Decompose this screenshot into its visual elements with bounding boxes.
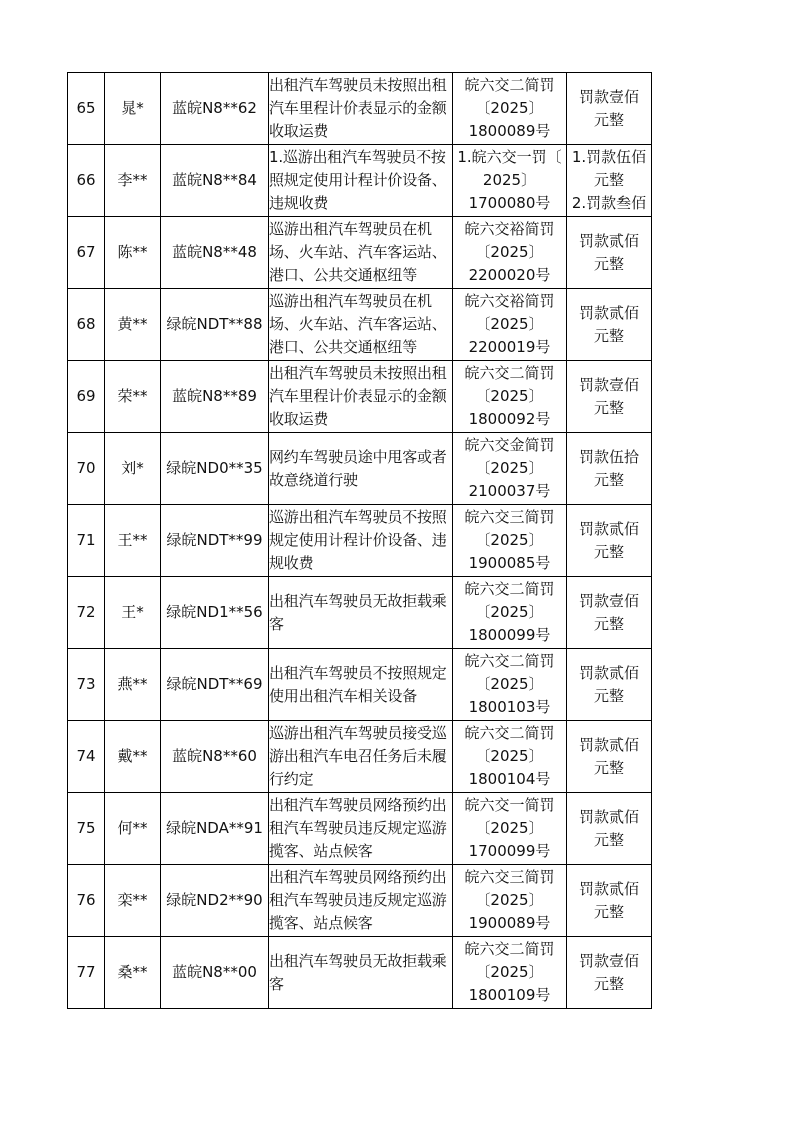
row-number: 65 — [76, 99, 96, 117]
row-number: 69 — [76, 387, 96, 405]
violation-fact: 出租汽车驾驶员不按照规定使用出租汽车相关设备 — [269, 663, 447, 705]
decision-number-line: 〔2025〕 — [475, 531, 544, 549]
decision-number-line: 1800104号 — [468, 770, 551, 788]
penalty-line: 罚款壹佰 — [578, 591, 639, 610]
row-number: 73 — [76, 675, 96, 693]
decision-number-line: 1700099号 — [468, 842, 551, 860]
decision-number-line: 〔2025〕 — [475, 747, 544, 765]
row-number-cell — [68, 937, 105, 1009]
party-name-cell — [105, 217, 161, 289]
plate-number: 绿皖NDA**91 — [166, 819, 263, 837]
row-number-cell — [68, 433, 105, 505]
party-name-cell — [105, 865, 161, 937]
decision-number-line: 〔2025〕 — [475, 243, 544, 261]
party-name: 燕** — [117, 675, 148, 693]
table-row — [68, 505, 652, 577]
row-number: 74 — [76, 747, 96, 765]
penalty-line: 元整 — [593, 614, 624, 633]
party-name: 桑** — [117, 963, 148, 981]
decision-number-line: 2200019号 — [468, 338, 551, 356]
decision-number-line: 1800092号 — [468, 410, 551, 428]
penalty-line: 元整 — [593, 171, 624, 189]
plate-number-cell — [161, 217, 269, 289]
violation-fact-cell — [269, 793, 453, 865]
plate-number-cell — [161, 937, 269, 1009]
row-number-cell — [68, 865, 105, 937]
decision-number-line: 〔2025〕 — [475, 315, 544, 333]
party-name: 刘* — [121, 459, 144, 477]
decision-number-cell — [453, 793, 567, 865]
party-name-cell — [105, 937, 161, 1009]
violation-fact: 巡游出租汽车驾驶员接受巡游出租汽车电召任务后未履行约定 — [269, 724, 447, 788]
decision-number-cell — [453, 649, 567, 721]
decision-number-cell — [453, 217, 567, 289]
decision-number-cell — [453, 505, 567, 577]
party-name: 栾** — [117, 891, 148, 909]
party-name-cell — [105, 577, 161, 649]
party-name-cell — [105, 73, 161, 145]
penalty-line: 罚款贰佰 — [578, 879, 639, 898]
violation-fact: 出租汽车驾驶员未按照出租汽车里程计价表显示的金额收取运费 — [269, 364, 447, 428]
penalty-cell — [567, 361, 652, 433]
party-name-cell — [105, 289, 161, 361]
violation-fact: 巡游出租汽车驾驶员不按照规定使用计程计价设备、违规收费 — [269, 508, 447, 572]
penalty-line: 罚款壹佰 — [578, 951, 639, 970]
party-name-cell — [105, 721, 161, 793]
table-row — [68, 865, 652, 937]
violation-fact-cell — [269, 433, 453, 505]
decision-number-line: 皖六交二简罚 — [464, 580, 555, 598]
penalty-line: 元整 — [593, 254, 624, 273]
party-name-cell — [105, 649, 161, 721]
decision-number-line: 1700080号 — [468, 194, 551, 212]
decision-number-line: 〔2025〕 — [475, 891, 544, 909]
violation-fact-cell — [269, 145, 453, 217]
penalty-line: 元整 — [593, 470, 624, 489]
penalty-line: 罚款壹佰 — [578, 87, 639, 106]
row-number-cell — [68, 73, 105, 145]
plate-number-cell — [161, 793, 269, 865]
plate-number: 蓝皖N8**60 — [172, 747, 257, 765]
penalty-line: 元整 — [593, 686, 624, 705]
penalty-cell — [567, 937, 652, 1009]
penalty-cell — [567, 793, 652, 865]
violation-fact: 巡游出租汽车驾驶员在机场、火车站、汽车客运站、港口、公共交通枢纽等 — [269, 220, 447, 284]
violation-fact-cell — [269, 217, 453, 289]
plate-number-cell — [161, 721, 269, 793]
party-name: 晁* — [121, 99, 144, 117]
violation-fact-cell — [269, 505, 453, 577]
party-name: 何** — [117, 819, 148, 837]
decision-number-line: 1800109号 — [468, 986, 551, 1004]
penalty-line: 元整 — [593, 398, 624, 417]
decision-number-line: 〔2025〕 — [475, 963, 544, 981]
party-name-cell — [105, 145, 161, 217]
penalty-cell — [567, 721, 652, 793]
penalty-line: 元整 — [593, 902, 624, 921]
violation-fact-cell — [269, 577, 453, 649]
plate-number: 蓝皖N8**00 — [172, 963, 257, 981]
row-number-cell — [68, 289, 105, 361]
penalty-line: 罚款伍拾 — [578, 447, 639, 466]
decision-number-line: 2025〕 — [482, 171, 537, 189]
party-name-cell — [105, 505, 161, 577]
row-number-cell — [68, 145, 105, 217]
decision-number-line: 1800099号 — [468, 626, 551, 644]
decision-number-line: 1900085号 — [468, 554, 551, 572]
party-name: 黄** — [117, 315, 148, 333]
plate-number-cell — [161, 361, 269, 433]
decision-number-line: 皖六交二简罚 — [464, 364, 555, 382]
row-number: 72 — [76, 603, 96, 621]
row-number: 76 — [76, 891, 96, 909]
penalty-line: 罚款贰佰 — [578, 735, 639, 754]
row-number: 70 — [76, 459, 96, 477]
penalty-line: 罚款贰佰 — [578, 807, 639, 826]
row-number: 68 — [76, 315, 96, 333]
penalty-cell — [567, 505, 652, 577]
penalty-line: 元整 — [593, 758, 624, 777]
violation-fact-cell — [269, 865, 453, 937]
table-row — [68, 721, 652, 793]
violation-fact-cell — [269, 649, 453, 721]
row-number-cell — [68, 649, 105, 721]
penalty-line: 罚款贰佰 — [578, 519, 639, 538]
penalty-line: 元整 — [593, 830, 624, 849]
decision-number-line: 〔2025〕 — [475, 675, 544, 693]
party-name-cell — [105, 361, 161, 433]
violation-fact: 出租汽车驾驶员未按照出租汽车里程计价表显示的金额收取运费 — [269, 76, 447, 140]
party-name-cell — [105, 793, 161, 865]
decision-number-cell — [453, 73, 567, 145]
party-name: 戴** — [117, 747, 148, 765]
violation-fact: 出租汽车驾驶员网络预约出租汽车驾驶员违反规定巡游揽客、站点候客 — [269, 796, 447, 860]
decision-number-line: 1800089号 — [468, 122, 551, 140]
party-name: 荣** — [117, 387, 148, 405]
records-table-body — [68, 73, 652, 1009]
violation-fact: 出租汽车驾驶员无故拒载乘客 — [269, 591, 447, 633]
penalty-line: 1.罚款伍佰 — [571, 148, 647, 166]
table-row — [68, 73, 652, 145]
plate-number: 蓝皖N8**48 — [172, 243, 257, 261]
penalty-cell — [567, 73, 652, 145]
plate-number: 蓝皖N8**84 — [172, 171, 257, 189]
penalty-line: 罚款贰佰 — [578, 231, 639, 250]
row-number-cell — [68, 577, 105, 649]
penalty-cell — [567, 649, 652, 721]
decision-number-line: 皖六交一简罚 — [464, 796, 555, 814]
plate-number-cell — [161, 145, 269, 217]
table-row — [68, 217, 652, 289]
plate-number-cell — [161, 577, 269, 649]
party-name: 陈** — [117, 243, 148, 261]
plate-number: 绿皖ND1**56 — [166, 603, 263, 621]
penalty-cell — [567, 217, 652, 289]
violation-fact-cell — [269, 289, 453, 361]
plate-number-cell — [161, 865, 269, 937]
decision-number-cell — [453, 937, 567, 1009]
decision-number-line: 〔2025〕 — [475, 819, 544, 837]
penalty-cell — [567, 865, 652, 937]
decision-number-cell — [453, 577, 567, 649]
plate-number: 绿皖ND2**90 — [166, 891, 263, 909]
plate-number: 绿皖NDT**69 — [166, 675, 263, 693]
penalty-line: 元整 — [593, 974, 624, 993]
table-row — [68, 289, 652, 361]
party-name: 王* — [121, 603, 144, 621]
table-row — [68, 145, 652, 217]
violation-fact: 1.巡游出租汽车驾驶员不按照规定使用计程计价设备、违规收费 — [269, 148, 447, 212]
decision-number-cell — [453, 721, 567, 793]
penalty-line: 2.罚款叁佰 — [571, 194, 647, 212]
table-row — [68, 361, 652, 433]
row-number-cell — [68, 505, 105, 577]
decision-number-line: 皖六交三简罚 — [464, 508, 555, 526]
party-name-cell — [105, 433, 161, 505]
row-number: 66 — [76, 171, 96, 189]
decision-number-cell — [453, 289, 567, 361]
decision-number-line: 皖六交二简罚 — [464, 940, 555, 958]
penalty-line: 元整 — [593, 110, 624, 129]
row-number: 75 — [76, 819, 96, 837]
row-number: 71 — [76, 531, 96, 549]
violation-fact: 巡游出租汽车驾驶员在机场、火车站、汽车客运站、港口、公共交通枢纽等 — [269, 292, 447, 356]
plate-number-cell — [161, 505, 269, 577]
row-number: 67 — [76, 243, 96, 261]
party-name: 李** — [117, 171, 148, 189]
penalty-records-table — [67, 72, 652, 1009]
penalty-cell — [567, 289, 652, 361]
decision-number-line: 2200020号 — [468, 266, 551, 284]
decision-number-line: 〔2025〕 — [475, 459, 544, 477]
decision-number-line: 〔2025〕 — [475, 387, 544, 405]
penalty-cell — [567, 433, 652, 505]
decision-number-line: 皖六交三简罚 — [464, 868, 555, 886]
decision-number-line: 皖六交二简罚 — [464, 76, 555, 94]
decision-number-cell — [453, 361, 567, 433]
decision-number-line: 皖六交裕简罚 — [464, 220, 555, 238]
row-number-cell — [68, 721, 105, 793]
plate-number-cell — [161, 649, 269, 721]
row-number-cell — [68, 361, 105, 433]
decision-number-cell — [453, 865, 567, 937]
table-row — [68, 649, 652, 721]
plate-number-cell — [161, 73, 269, 145]
decision-number-line: 〔2025〕 — [475, 603, 544, 621]
row-number-cell — [68, 793, 105, 865]
violation-fact: 出租汽车驾驶员无故拒载乘客 — [269, 951, 447, 993]
decision-number-line: 1800103号 — [468, 698, 551, 716]
decision-number-cell — [453, 145, 567, 217]
penalty-line: 元整 — [593, 542, 624, 561]
plate-number-cell — [161, 433, 269, 505]
violation-fact: 网约车驾驶员途中甩客或者故意绕道行驶 — [269, 447, 447, 489]
decision-number-line: 1.皖六交一罚〔 — [457, 148, 562, 166]
decision-number-line: 1900089号 — [468, 914, 551, 932]
row-number: 77 — [76, 963, 96, 981]
violation-fact-cell — [269, 937, 453, 1009]
decision-number-line: 2100037号 — [468, 482, 551, 500]
plate-number: 绿皖NDT**99 — [166, 531, 263, 549]
decision-number-line: 皖六交二简罚 — [464, 724, 555, 742]
decision-number-line: 〔2025〕 — [475, 99, 544, 117]
decision-number-line: 皖六交裕简罚 — [464, 292, 555, 310]
row-number-cell — [68, 217, 105, 289]
violation-fact-cell — [269, 73, 453, 145]
penalty-line: 罚款贰佰 — [578, 663, 639, 682]
plate-number: 蓝皖N8**89 — [172, 387, 257, 405]
violation-fact-cell — [269, 721, 453, 793]
plate-number: 蓝皖N8**62 — [172, 99, 257, 117]
table-row — [68, 793, 652, 865]
penalty-cell — [567, 145, 652, 217]
violation-fact-cell — [269, 361, 453, 433]
penalty-cell — [567, 577, 652, 649]
table-row — [68, 937, 652, 1009]
violation-fact: 出租汽车驾驶员网络预约出租汽车驾驶员违反规定巡游揽客、站点候客 — [269, 868, 447, 932]
party-name: 王** — [117, 531, 148, 549]
penalty-line: 元整 — [593, 326, 624, 345]
penalty-line: 罚款壹佰 — [578, 375, 639, 394]
penalty-line: 罚款贰佰 — [578, 303, 639, 322]
table-row — [68, 433, 652, 505]
plate-number: 绿皖ND0**35 — [166, 459, 263, 477]
plate-number: 绿皖NDT**88 — [166, 315, 263, 333]
table-row — [68, 577, 652, 649]
plate-number-cell — [161, 289, 269, 361]
decision-number-line: 皖六交二简罚 — [464, 652, 555, 670]
decision-number-line: 皖六交金简罚 — [464, 436, 555, 454]
decision-number-cell — [453, 433, 567, 505]
